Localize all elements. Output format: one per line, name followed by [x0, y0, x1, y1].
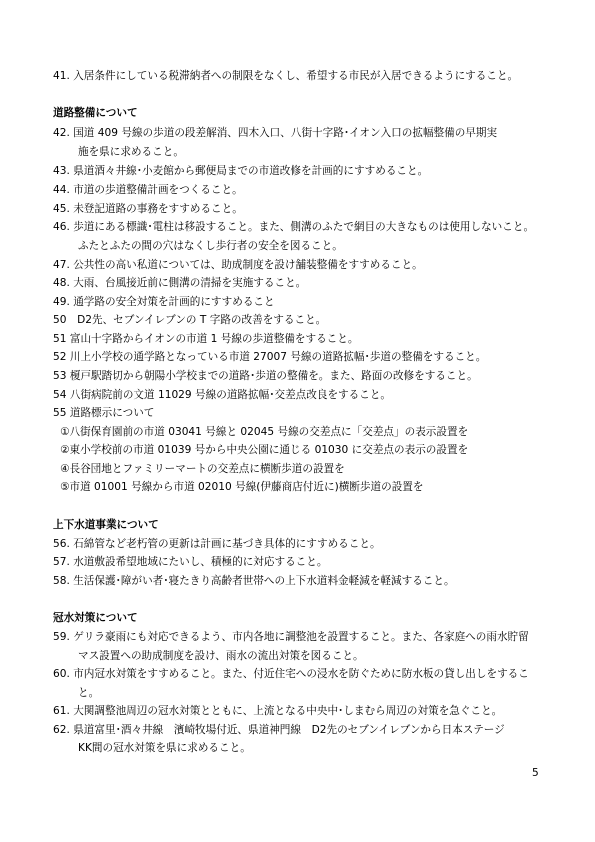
- item-59-cont: マス設置への助成制度を設け、雨水の流出対策を図ること。: [78, 650, 364, 662]
- item-55-sub-5: ⑤市道 01001 号線から市道 02010 号線(伊藤商店付近に)横断歩道の設置を: [60, 481, 424, 493]
- item-55: 55 道路標示について: [53, 407, 155, 419]
- item-62-cont: KK間の冠水対策を県に求めること。: [78, 742, 251, 754]
- item-47: 47. 公共性の高い私道については、助成制度を設け舗装整備をすすめること。: [53, 259, 423, 271]
- item-56: 56. 石綿管など老朽管の更新は計画に基づき具体的にすすめること。: [53, 538, 381, 550]
- item-58: 58. 生活保護･障がい者･寝たきり高齢者世帯への上下水道料金軽減を軽減すること。: [53, 575, 455, 587]
- item-48: 48. 大雨、台風接近前に側溝の清掃を実施すること。: [53, 277, 307, 289]
- item-45: 45. 未登記道路の事務をすすめること。: [53, 203, 243, 215]
- item-60-cont: と。: [78, 687, 100, 699]
- item-53: 53 榎戸駅踏切から朝陽小学校までの道路･歩道の整備を。また、路面の改修をすること。: [53, 370, 478, 382]
- item-59: 59. ゲリラ豪雨にも対応できるよう、市内各地に調整池を設置すること。また、各家庭への雨水貯留: [53, 631, 529, 643]
- item-44: 44. 市道の歩道整備計画をつくること。: [53, 184, 243, 196]
- page-number: 5: [532, 767, 539, 779]
- item-51: 51 富山十字路からイオンの市道 1 号線の歩道整備をすること。: [53, 333, 359, 345]
- item-55-sub-2: ②東小学校前の市道 01039 号から中央公園に通じる 01030 に交差点の表示の設置を: [60, 444, 469, 456]
- item-50: 50 D2先、セブンイレブンの T 字路の改善をすること。: [53, 314, 327, 326]
- item-54: 54 八街病院前の文道 11029 号線の道路拡幅･交差点改良をすること。: [53, 389, 392, 401]
- item-55-sub-4: ④長谷団地とファミリーマートの交差点に横断歩道の設置を: [60, 463, 345, 475]
- item-46: 46. 歩道にある標識･電柱は移設すること。また、側溝のふたで網目の大きなものは使用しないこと。: [53, 221, 535, 233]
- item-62: 62. 県道富里･酒々井線 濱崎牧場付近、県道神門線 D2先のセブンイレブンから日本ステージ: [53, 724, 505, 736]
- item-41: 41. 入居条件にしている税滞納者への制限をなくし、希望する市民が入居できるようにすること。: [53, 70, 519, 82]
- item-57: 57. 水道敷設希望地域にたいし、積極的に対応すること。: [53, 556, 328, 568]
- item-42-cont: 施を県に求めること。: [78, 146, 184, 158]
- item-55-sub-1: ①八街保育園前の市道 03041 号線と 02045 号線の交差点に「交差点」の表示設置を: [60, 426, 469, 438]
- item-61: 61. 大関調整池周辺の冠水対策とともに、上流となる中央中･しまむら周辺の対策を急ぐこと。: [53, 705, 503, 717]
- heading-road: 道路整備について: [53, 107, 138, 119]
- item-52: 52 川上小学校の通学路となっている市道 27007 号線の道路拡幅･歩道の整備をすること。: [53, 351, 487, 363]
- heading-flood: 冠水対策について: [53, 612, 138, 624]
- item-60: 60. 市内冠水対策をすすめること。また、付近住宅への浸水を防ぐために防水板の貸し出しをするこ: [53, 668, 529, 680]
- item-43: 43. 県道酒々井線･小麦館から郵便局までの市道改修を計画的にすすめること。: [53, 165, 429, 177]
- item-49: 49. 通学路の安全対策を計画的にすすめること: [53, 296, 275, 308]
- item-46-cont: ふたとふたの間の穴はなくし歩行者の安全を図ること。: [78, 240, 343, 252]
- heading-water: 上下水道事業について: [53, 519, 159, 531]
- item-42: 42. 国道 409 号線の歩道の段差解消、四木入口、八街十字路･イオン入口の拡幅整備の早期実: [53, 127, 498, 139]
